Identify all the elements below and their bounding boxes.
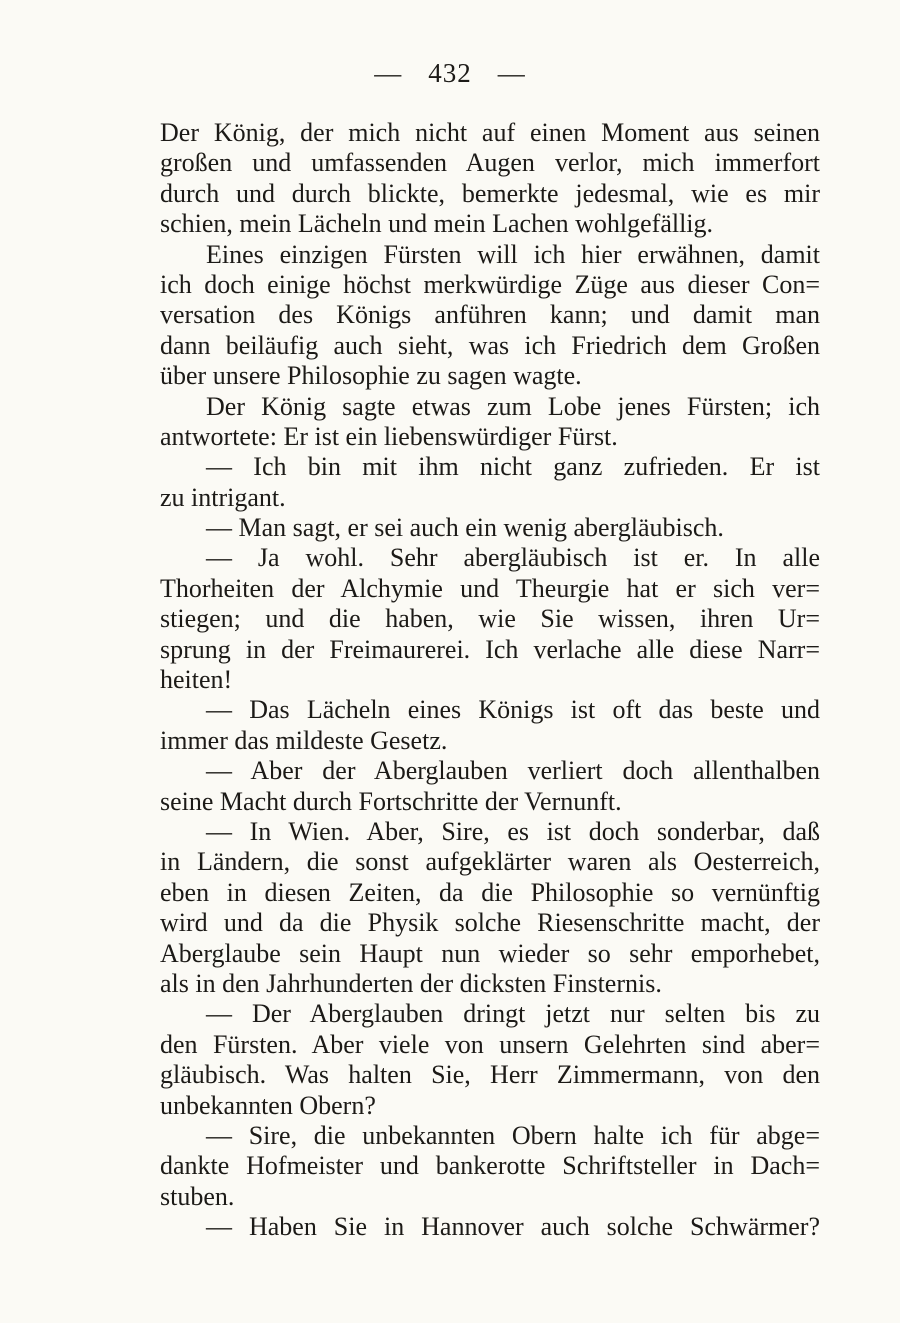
text-line: — Aber der Aberglauben verliert doch allenthalben: [206, 756, 820, 786]
text-line: durch und durch blickte, bemerkte jedesmal, wie es mir: [160, 178, 820, 208]
text-line: den Fürsten. Aber viele von unsern Gelehrten sind aber=: [160, 1029, 820, 1059]
text-line: gläubisch. Was halten Sie, Herr Zimmermann, von den: [160, 1060, 820, 1090]
text-line: eben in diesen Zeiten, da die Philosophie so vernünftig: [160, 877, 820, 907]
text-line: — Das Lächeln eines Königs ist oft das beste und: [206, 695, 820, 725]
text-line: großen und umfassenden Augen verlor, mich immerfort: [160, 148, 820, 178]
text-line: seine Macht durch Fortschritte der Vernunft.: [160, 786, 622, 816]
text-line: — Der Aberglauben dringt jetzt nur selten bis zu: [206, 999, 820, 1029]
text-line: dankte Hofmeister und bankerotte Schriftsteller in Dach=: [160, 1151, 820, 1181]
text-line: immer das mildeste Gesetz.: [160, 725, 448, 755]
text-line: Thorheiten der Alchymie und Theurgie hat er sich ver=: [160, 573, 820, 603]
text-line: wird und da die Physik solche Riesenschritte macht, der: [160, 908, 820, 938]
header-dash-right: —: [497, 58, 526, 88]
body-text: [160, 118, 820, 1242]
text-line: Aberglaube sein Haupt nun wieder so sehr emporhebet,: [160, 938, 820, 968]
page-number: 432: [428, 58, 472, 88]
text-line: versation des Königs anführen kann; und damit man: [160, 300, 820, 330]
text-line: — Ich bin mit ihm nicht ganz zufrieden. Er ist: [206, 452, 820, 482]
text-line: stiegen; und die haben, wie Sie wissen, ihren Ur=: [160, 604, 820, 634]
text-line: ich doch einige höchst merkwürdige Züge aus dieser Con=: [160, 269, 820, 299]
text-line: — Haben Sie in Hannover auch solche Schwärmer?: [206, 1212, 820, 1242]
text-line: zu intrigant.: [160, 482, 286, 512]
text-line: unbekannten Obern?: [160, 1090, 376, 1120]
text-line: heiten!: [160, 665, 233, 695]
text-line: sprung in der Freimaurerei. Ich verlache alle diese Narr=: [160, 634, 820, 664]
text-line: in Ländern, die sonst aufgeklärter waren als Oesterreich,: [160, 847, 820, 877]
text-line: über unsere Philosophie zu sagen wagte.: [160, 361, 582, 391]
text-line: Der König sagte etwas zum Lobe jenes Fürsten; ich: [206, 391, 820, 421]
text-line: Eines einzigen Fürsten will ich hier erwähnen, damit: [206, 239, 820, 269]
text-line: als in den Jahrhunderten der dicksten Finsternis.: [160, 968, 662, 998]
text-line: dann beiläufig auch sieht, was ich Friedrich dem Großen: [160, 330, 820, 360]
text-line: antwortete: Er ist ein liebenswürdiger Fürst.: [160, 421, 618, 451]
header-dash-left: —: [374, 58, 403, 88]
text-line: Der König, der mich nicht auf einen Moment aus seinen: [160, 118, 820, 147]
text-line: — In Wien. Aber, Sire, es ist doch sonderbar, daß: [206, 816, 820, 846]
text-line: stuben.: [160, 1181, 235, 1211]
text-line: — Ja wohl. Sehr abergläubisch ist er. In alle: [206, 543, 820, 573]
text-line: schien, mein Lächeln und mein Lachen wohlgefällig.: [160, 209, 714, 239]
page-header: [0, 58, 900, 89]
text-line: — Man sagt, er sei auch ein wenig abergläubisch.: [206, 513, 724, 543]
text-line: — Sire, die unbekannten Obern halte ich für abge=: [206, 1120, 820, 1150]
